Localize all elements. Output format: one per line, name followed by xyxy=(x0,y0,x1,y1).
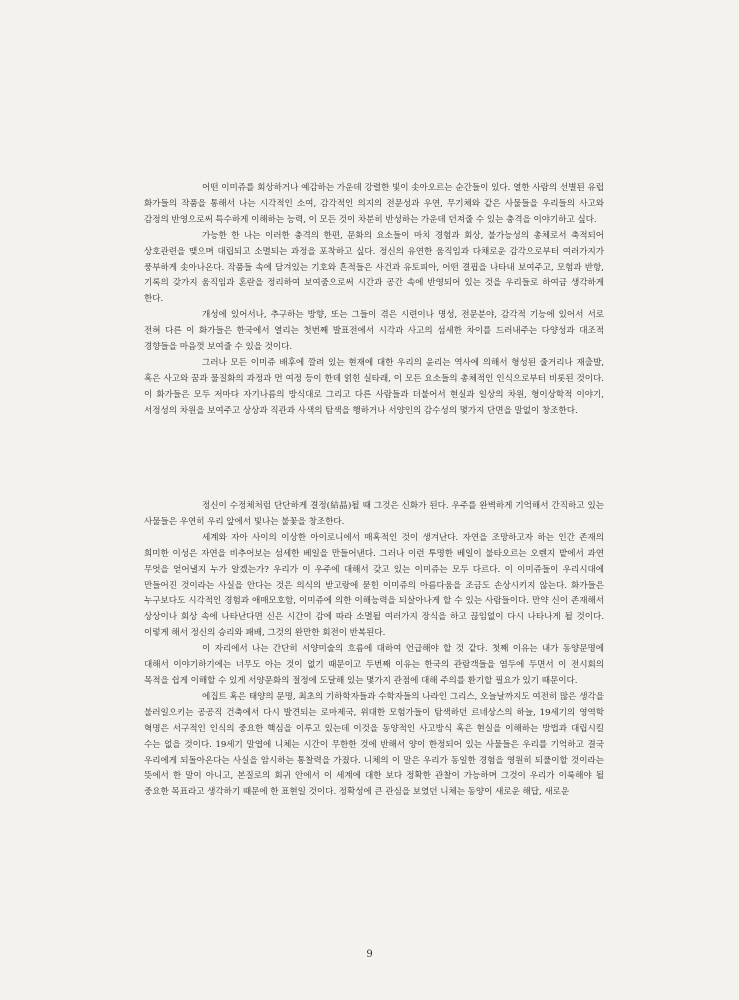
paragraph: 이 자리에서 나는 간단히 서양미술의 흐름에 대하여 언급해야 할 것 같다. 첫째 이유는 내가 동양문명에 대해서 이야기하기에는 너무도 아는 것이 없기 때문이고 두번째 이유는 한국의 관람객들을 염두에 두면서 이 전시회의 목적을 쉽게 이해할 수 있게 서양문화의 절정에 도달해 있는 몇가지 관점에 대해 주의를 환기할 필요가 있기 때문이다. xyxy=(144,644,604,686)
paragraph: 개성에 있어서나, 추구하는 방향, 또는 그들이 겪은 시련이나 명성, 전문분야, 감각적 기능에 있어서 서로 전혀 다른 이 화가들은 한국에서 열리는 첫번째 발표전에서 시각과 사고의 섬세한 차이를 드러내주는 다양성과 대조적 경향들을 마음껏 보여줄 수 있을 것이다. xyxy=(144,310,604,353)
paragraph: 가능한 한 나는 이러한 충격의 한편, 문화의 요소들이 마치 경험과 회상, 불가능성의 총체로서 축적되어 상호관련을 맺으며 대립되고 소멸되는 과정을 포착하고 싶다. 정신의 유연한 움직임과 다채로운 감각으로부터 여러가지가 풍부하게 솟아나온다. 작품들 속에 담겨있는 기호와 흔적들은 사건과 유토피아, 어떤 결핍을 나타내 보여주고, 모험과 반항, 기록의 갖가지 움직임과 혼란을 정리하여 보여줌으로써 시간과 공간 속에 반영되어 있는 것을 우리들로 하여금 생각하게 한다. xyxy=(144,230,604,305)
essay-section-1 xyxy=(144,181,604,420)
paragraph: 세계와 자아 사이의 이상한 아이로니에서 매혹적인 것이 생겨난다. 자연을 조망하고자 하는 인간 존재의 희미한 이성은 자연을 비추어보는 섬세한 베일을 만들어낸다. 그러나 이런 투명한 베일이 불타오르는 오렌지 밭에서 과연 무엇을 얻어낼지 누가 알겠는가? 우리가 이 우주에 대해서 갖고 있는 이미쥬는 모두 다르다. 이 이미쥬들이 우리시대에 만들어진 것이라는 사실을 안다는 것은 의식의 받고랑에 묻힌 이미쥬의 아름다움을 조금도 손상시키지 않는다. 화가들은 누구보다도 시각적인 경험과 애매모호함, 이미쥬에 의한 이해능력을 되살아나게 할 수 있는 사람들이다. 만약 신이 존재해서 상상이나 회상 속에 나타난다면 신은 시간이 감에 따라 소멸될 여러가지 장식을 하고 끊임없이 다시 나타나게 될 것이다. 이렇게 해서 정신의 승리와 패배, 그것의 완만한 회전이 반복된다. xyxy=(144,532,604,639)
paragraph: 그러나 모든 이미쥬 배후에 깔려 있는 현재에 대한 우리의 윤리는 역사에 의해서 형성된 줄거리나 재출발, 혹은 사고와 꿈과 물질화의 과정과 먼 여정 등이 한데 얽힌 실타래, 이 모든 요소들의 총체적인 인식으로부터 비롯된 것이다. 이 화가들은 모두 저마다 자기나름의 방식대로 그리고 다른 사람들과 더불어서 현실과 일상의 차원, 형이상학적 이야기, 서정성의 차원을 보여주고 상상과 직관과 사색의 탐색을 행하거나 서양인의 감수성의 몇가지 단면을 말없이 창조한다. xyxy=(144,357,604,416)
paragraph: 에집트 혹은 태양의 문명, 최초의 기하학자들과 수학자들의 나라인 그리스, 오늘날까지도 여전히 많은 생각을 불러일으키는 공공직 건축에서 다시 발견되는 로마제국, 위대한 모험가들이 탐색하던 르네상스의 하늘, 19세기의 영역학 혁명은 서구적인 인식의 중요한 핵심을 이루고 있는데 이것을 동양적인 사고방식 혹은 현실을 이해하는 방법과 대립시킬 수는 없을 것이다. 19세기 말엽에 니체는 시간이 무한한 것에 반해서 양이 한정되어 있는 사물들은 우리를 기억하고 결국 우리에게 되돌아온다는 사실을 암시하는 통찰력을 가졌다. 니체의 이 말은 우리가 동일한 경험을 영원히 되풀이할 것이라는 뜻에서 한 말이 아니고, 본질로의 회귀 안에서 이 세계에 대한 보다 정확한 관찰이 가능하며 그것이 우리가 이룩해야 될 중요한 목표라고 생각하기 때문에 한 표현일 것이다. 정확성에 큰 관심을 보였던 니체는 동양이 새로운 해답, 새로운 xyxy=(144,691,604,798)
paragraph: 어떤 이미쥬를 회상하거나 예감하는 가운데 강렬한 빛이 솟아오르는 순간들이 있다. 열한 사람의 선별된 유럽 화가들의 작품을 통해서 나는 시각적인 소여, 감각적인 의지의 전문성과 우연, 무기체와 같은 사물들을 우리들의 사고와 감정의 반영으로써 특수하게 이해하는 능력, 이 모든 것이 차분히 반성하는 가운데 던져줄 수 있는 충격을 이야기하고 싶다. xyxy=(144,183,604,225)
page-number: 9 xyxy=(366,949,373,960)
paragraph: 정신이 수정체처럼 단단하게 결정(結晶)될 때 그것은 신화가 된다. 우주를 완벽하게 기억해서 간직하고 있는 사물들은 우연히 우리 앞에서 빛나는 불꽃을 창조한다. xyxy=(144,501,604,527)
essay-section-2 xyxy=(144,499,604,801)
